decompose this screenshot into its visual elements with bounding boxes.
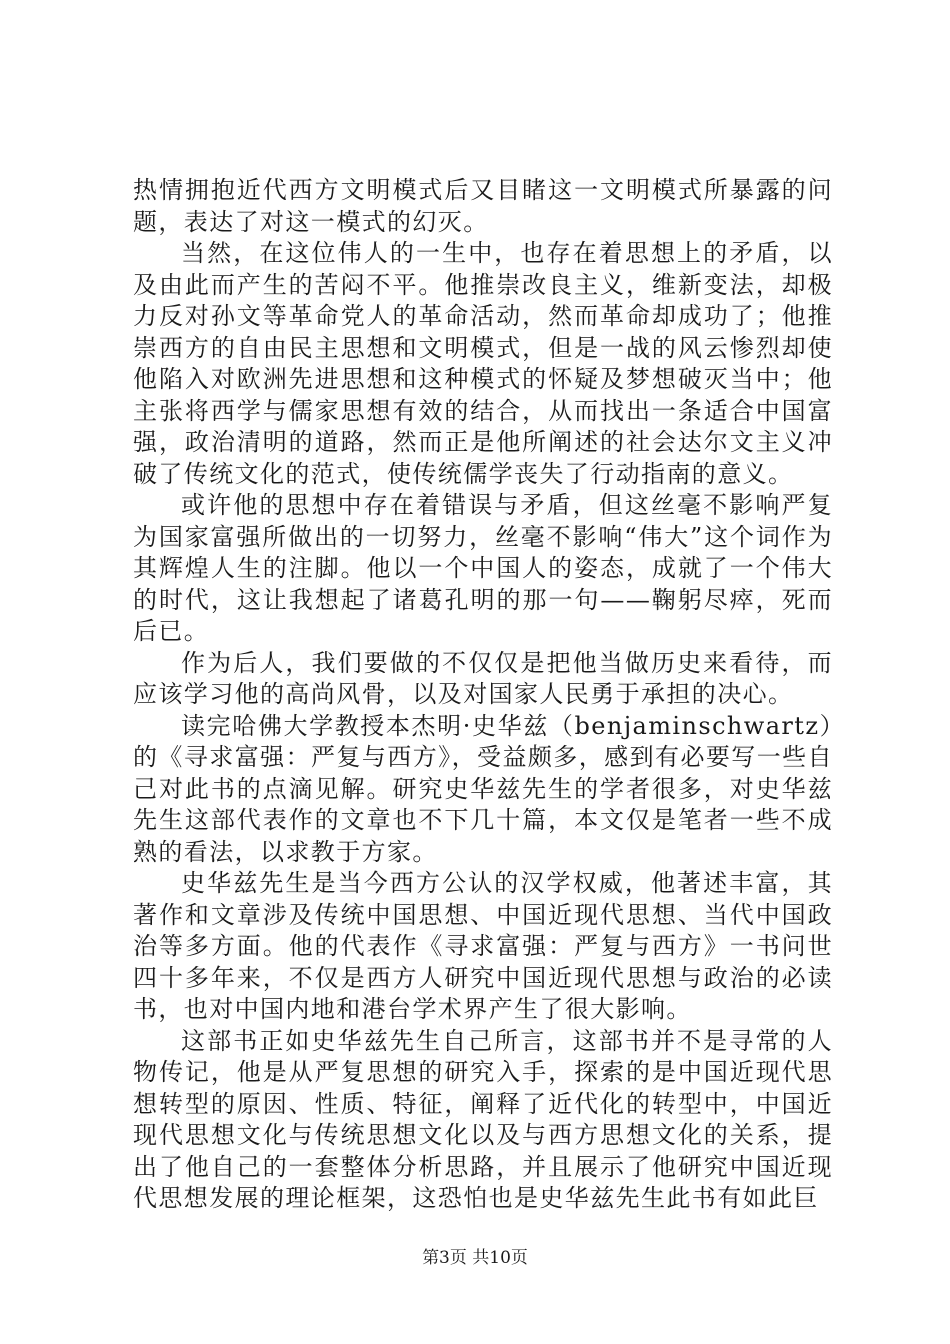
paragraph-continued: 热情拥抱近代西方文明模式后又目睹这一文明模式所暴露的问题，表达了对这一模式的幻灭。 [133,176,833,236]
paragraph: 作为后人，我们要做的不仅仅是把他当做历史来看待，而应该学习他的高尚风骨，以及对国家人民勇于承担的决心。 [133,648,833,708]
paragraph: 这部书正如史华兹先生自己所言，这部书并不是寻常的人物传记，他是从严复思想的研究入手，探索的是中国近现代思想转型的原因、性质、特征，阐释了近代化的转型中，中国近现代思想文化与传统思想文化以及与西方思想文化的关系，提出了他自己的一套整体分析思路，并且展示了他研究中国近现代思想发展的理论框架，这恐怕也是史华兹先生此书有如此巨 [133,1026,833,1212]
page-footer: 第3页 共10页 [422,1248,528,1268]
document-body [133,175,833,1215]
paragraph: 史华兹先生是当今西方公认的汉学权威，他著述丰富，其著作和文章涉及传统中国思想、中国近现代思想、当代中国政治等多方面。他的代表作《寻求富强：严复与西方》一书问世四十多年来，不仅是西方人研究中国近现代思想与政治的必读书，也对中国内地和港台学术界产生了很大影响。 [133,869,833,1023]
paragraph: 读完哈佛大学教授本杰明·史华兹（benjaminschwartz）的《寻求富强：严复与西方》，受益颇多，感到有必要写一些自己对此书的点滴见解。研究史华兹先生的学者很多，对史华兹先生这部代表作的文章也不下几十篇，本文仅是笔者一些不成熟的看法，以求教于方家。 [133,711,833,866]
paragraph: 当然，在这位伟人的一生中，也存在着思想上的矛盾，以及由此而产生的苦闷不平。他推崇改良主义，维新变法，却极力反对孙文等革命党人的革命活动，然而革命却成功了；他推崇西方的自由民主思想和文明模式，但是一战的风云惨烈却使他陷入对欧洲先进思想和这种模式的怀疑及梦想破灭当中；他主张将西学与儒家思想有效的结合，从而找出一条适合中国富强，政治清明的道路，然而正是他所阐述的社会达尔文主义冲破了传统文化的范式，使传统儒学丧失了行动指南的意义。 [133,239,833,488]
paragraph: 或许他的思想中存在着错误与矛盾，但这丝毫不影响严复为国家富强所做出的一切努力，丝毫不影响“伟大”这个词作为其辉煌人生的注脚。他以一个中国人的姿态，成就了一个伟大的时代，这让我想起了诸葛孔明的那一句——鞠躬尽瘁，死而后已。 [133,491,833,645]
